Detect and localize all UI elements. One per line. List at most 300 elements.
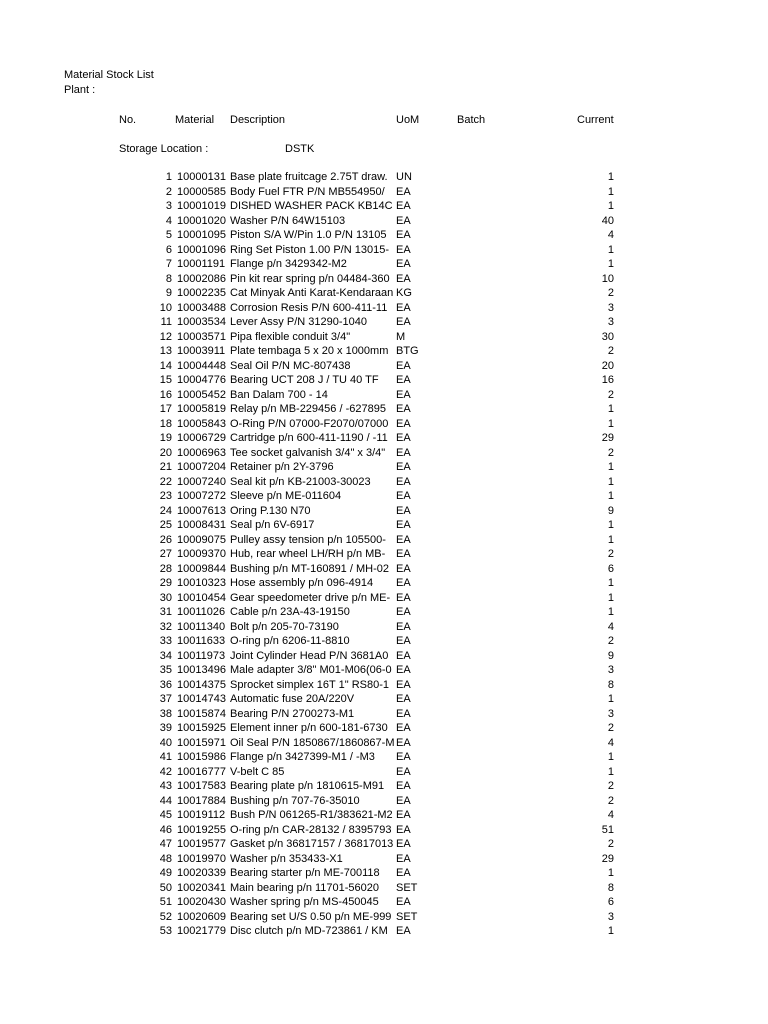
row-number: 36: [159, 678, 172, 691]
row-number: 49: [159, 867, 172, 879]
row-number: 51: [159, 896, 172, 908]
row-number: 15: [159, 374, 172, 386]
material-description: Element inner p/n 600-181-6730: [230, 722, 388, 734]
unit-of-measure: KG: [396, 287, 412, 299]
row-number: 46: [159, 823, 172, 836]
table-row: [0, 910, 768, 925]
table-row: [0, 707, 768, 722]
material-description: Washer P/N 64W15103: [230, 214, 346, 227]
row-number: 17: [159, 403, 172, 415]
material-description: Pulley assy tension p/n 105500-: [230, 533, 386, 546]
material-number: 10005452: [177, 388, 226, 401]
table-row: [0, 489, 768, 504]
table-row: [0, 417, 768, 432]
table-row: [0, 678, 768, 693]
material-number: 10017884: [177, 794, 226, 807]
plant-label: Plant :: [64, 84, 96, 96]
material-description: Bearing plate p/n 1810615-M91: [230, 780, 385, 792]
unit-of-measure: EA: [396, 577, 411, 589]
table-row: [0, 605, 768, 620]
row-number: 23: [159, 490, 172, 502]
table-row: [0, 460, 768, 475]
material-number: 10003911: [177, 345, 226, 357]
storage-location-label: Storage Location :: [119, 143, 209, 155]
current-quantity: 2: [607, 635, 614, 647]
unit-of-measure: SET: [396, 910, 418, 923]
unit-of-measure: EA: [396, 664, 411, 676]
row-number: 9: [165, 287, 172, 299]
material-description: O-Ring P/N 07000-F2070/07000: [230, 417, 389, 430]
unit-of-measure: EA: [396, 272, 411, 285]
unit-of-measure: EA: [396, 693, 411, 705]
material-number: 10007613: [177, 504, 226, 517]
unit-of-measure: EA: [396, 417, 411, 430]
material-description: Piston S/A W/Pin 1.0 P/N 13105: [230, 229, 387, 241]
table-row: [0, 257, 768, 272]
current-quantity: 30: [601, 330, 614, 343]
table-row: [0, 823, 768, 838]
unit-of-measure: EA: [396, 403, 411, 415]
unit-of-measure: EA: [396, 635, 411, 647]
row-number: 14: [159, 359, 172, 372]
current-quantity: 1: [607, 577, 614, 589]
table-row: [0, 895, 768, 910]
table-row: [0, 199, 768, 214]
material-number: 10005819: [177, 403, 226, 415]
material-description: Oring P.130 N70: [230, 504, 311, 517]
row-number: 18: [159, 417, 172, 430]
unit-of-measure: EA: [396, 751, 411, 763]
material-description: Bolt p/n 205-70-73190: [230, 620, 339, 633]
row-number: 29: [159, 577, 172, 589]
column-header-description: Description: [230, 114, 286, 126]
unit-of-measure: EA: [396, 533, 411, 546]
row-number: 38: [159, 707, 172, 720]
unit-of-measure: EA: [396, 678, 411, 691]
material-description: Cat Minyak Anti Karat-Kendaraan: [230, 287, 394, 299]
row-number: 31: [159, 606, 172, 618]
material-number: 10006729: [177, 432, 226, 444]
table-row: [0, 243, 768, 258]
material-description: Flange p/n 3429342-M2: [230, 258, 347, 270]
current-quantity: 1: [607, 925, 614, 937]
unit-of-measure: EA: [396, 446, 411, 459]
table-row: [0, 591, 768, 606]
current-quantity: 1: [607, 519, 614, 531]
row-number: 12: [159, 330, 172, 343]
current-quantity: 1: [607, 867, 614, 879]
material-description: O-ring p/n CAR-28132 / 8395793: [230, 823, 392, 836]
current-quantity: 4: [607, 736, 614, 749]
unit-of-measure: EA: [396, 736, 411, 749]
row-number: 37: [159, 693, 172, 705]
current-quantity: 1: [607, 475, 614, 488]
material-number: 10007204: [177, 461, 226, 473]
unit-of-measure: EA: [396, 243, 411, 256]
material-description: Lever Assy P/N 31290-1040: [230, 316, 367, 328]
material-description: Body Fuel FTR P/N MB554950/: [230, 185, 385, 198]
row-number: 6: [165, 243, 172, 256]
material-description: Hub, rear wheel LH/RH p/n MB-: [230, 548, 386, 560]
unit-of-measure: EA: [396, 794, 411, 807]
table-row: [0, 663, 768, 678]
unit-of-measure: EA: [396, 620, 411, 633]
current-quantity: 3: [607, 707, 614, 720]
row-number: 30: [159, 591, 172, 604]
material-number: 10000131: [177, 171, 226, 183]
row-number: 32: [159, 620, 172, 633]
current-quantity: 1: [607, 533, 614, 546]
unit-of-measure: EA: [396, 388, 411, 401]
table-row: [0, 170, 768, 185]
row-number: 40: [159, 736, 172, 749]
table-row: [0, 504, 768, 519]
row-number: 7: [165, 258, 172, 270]
material-description: Sleeve p/n ME-011604: [230, 490, 342, 502]
table-row: [0, 649, 768, 664]
current-quantity: 8: [607, 881, 614, 894]
table-row: [0, 446, 768, 461]
material-description: Disc clutch p/n MD-723861 / KM: [230, 925, 388, 937]
unit-of-measure: EA: [396, 519, 411, 531]
table-row: [0, 576, 768, 591]
material-description: Ban Dalam 700 - 14: [230, 388, 328, 401]
current-quantity: 51: [601, 823, 614, 836]
row-number: 50: [159, 881, 172, 894]
material-description: Bushing p/n 707-76-35010: [230, 794, 360, 807]
material-number: 10015925: [177, 722, 226, 734]
table-row: [0, 547, 768, 562]
row-number: 4: [165, 214, 172, 227]
current-quantity: 1: [607, 751, 614, 763]
row-number: 52: [159, 910, 172, 923]
row-number: 21: [159, 461, 172, 473]
current-quantity: 8: [607, 678, 614, 691]
current-quantity: 2: [607, 287, 614, 299]
material-number: 10019970: [177, 852, 226, 865]
table-row: [0, 794, 768, 809]
unit-of-measure: EA: [396, 548, 411, 560]
current-quantity: 10: [601, 272, 614, 285]
material-description: Washer p/n 353433-X1: [230, 852, 343, 865]
material-description: Gasket p/n 36817157 / 36817013: [230, 838, 394, 850]
material-number: 10010323: [177, 577, 226, 589]
current-quantity: 2: [607, 548, 614, 560]
row-number: 28: [159, 562, 172, 575]
row-number: 13: [159, 345, 172, 357]
material-number: 10001020: [177, 214, 226, 227]
current-quantity: 4: [607, 229, 614, 241]
unit-of-measure: EA: [396, 316, 411, 328]
table-row: [0, 388, 768, 403]
material-description: Relay p/n MB-229456 / -627895: [230, 403, 386, 415]
row-number: 22: [159, 475, 172, 488]
unit-of-measure: EA: [396, 475, 411, 488]
row-number: 35: [159, 664, 172, 676]
material-number: 10002086: [177, 272, 226, 285]
table-row: [0, 301, 768, 316]
current-quantity: 3: [607, 664, 614, 676]
material-description: Bearing starter p/n ME-700118: [230, 867, 380, 879]
material-description: V-belt C 85: [230, 765, 285, 778]
table-row: [0, 228, 768, 243]
current-quantity: 1: [607, 765, 614, 778]
unit-of-measure: EA: [396, 649, 411, 662]
current-quantity: 1: [607, 258, 614, 270]
table-row: [0, 721, 768, 736]
unit-of-measure: EA: [396, 359, 411, 372]
material-description: Joint Cylinder Head P/N 3681A0: [230, 649, 389, 662]
row-number: 41: [159, 751, 172, 763]
table-row: [0, 620, 768, 635]
unit-of-measure: EA: [396, 707, 411, 720]
material-number: 10014743: [177, 693, 226, 705]
material-number: 10004776: [177, 374, 226, 386]
material-number: 10014375: [177, 678, 226, 691]
material-description: Base plate fruitcage 2.75T draw.: [230, 171, 388, 183]
table-row: [0, 881, 768, 896]
material-number: 10001096: [177, 243, 226, 256]
material-description: Cartridge p/n 600-411-1190 / -11: [230, 432, 388, 444]
row-number: 42: [159, 765, 172, 778]
material-description: Seal Oil P/N MC-807438: [230, 359, 351, 372]
current-quantity: 2: [607, 794, 614, 807]
current-quantity: 1: [607, 185, 614, 198]
current-quantity: 6: [607, 896, 614, 908]
material-description: O-ring p/n 6206-11-8810: [230, 635, 350, 647]
material-number: 10004448: [177, 359, 226, 372]
row-number: 1: [165, 171, 172, 183]
material-description: Oil Seal P/N 1850867/1860867-M: [230, 736, 395, 749]
material-number: 10020430: [177, 896, 226, 908]
current-quantity: 29: [601, 432, 614, 444]
row-number: 3: [165, 200, 172, 212]
unit-of-measure: EA: [396, 461, 411, 473]
column-header-current: Current: [577, 114, 614, 126]
material-number: 10003534: [177, 316, 226, 328]
material-number: 10015874: [177, 707, 226, 720]
unit-of-measure: EA: [396, 185, 411, 198]
current-quantity: 40: [601, 214, 614, 227]
unit-of-measure: EA: [396, 722, 411, 734]
material-description: Pin kit rear spring p/n 04484-360: [230, 272, 390, 285]
material-number: 10006963: [177, 446, 226, 459]
column-header-batch: Batch: [457, 114, 486, 126]
unit-of-measure: EA: [396, 504, 411, 517]
material-number: 10010454: [177, 591, 226, 604]
current-quantity: 2: [607, 388, 614, 401]
current-quantity: 3: [607, 316, 614, 328]
unit-of-measure: EA: [396, 229, 411, 241]
row-number: 53: [159, 925, 172, 937]
current-quantity: 1: [607, 403, 614, 415]
material-number: 10013496: [177, 664, 226, 676]
row-number: 39: [159, 722, 172, 734]
material-number: 10021779: [177, 925, 226, 937]
column-header-material: Material: [175, 114, 215, 126]
material-description: Seal p/n 6V-6917: [230, 519, 315, 531]
current-quantity: 2: [607, 838, 614, 850]
row-number: 43: [159, 780, 172, 792]
table-row: [0, 402, 768, 417]
material-description: Bush P/N 061265-R1/383621-M2: [230, 809, 393, 821]
unit-of-measure: EA: [396, 606, 411, 618]
table-row: [0, 286, 768, 301]
row-number: 27: [159, 548, 172, 560]
current-quantity: 3: [607, 301, 614, 314]
material-description: Pipa flexible conduit 3/4": [230, 330, 351, 343]
table-row: [0, 431, 768, 446]
row-number: 20: [159, 446, 172, 459]
current-quantity: 4: [607, 809, 614, 821]
unit-of-measure: EA: [396, 591, 411, 604]
unit-of-measure: BTG: [396, 345, 419, 357]
material-number: 10016777: [177, 765, 226, 778]
current-quantity: 20: [601, 359, 614, 372]
material-number: 10019255: [177, 823, 226, 836]
material-description: Tee socket galvanish 3/4" x 3/4": [230, 446, 386, 459]
material-number: 10002235: [177, 287, 226, 299]
table-row: [0, 330, 768, 345]
material-number: 10007240: [177, 475, 226, 488]
row-number: 34: [159, 649, 172, 662]
row-number: 47: [159, 838, 172, 850]
material-description: Bushing p/n MT-160891 / MH-02: [230, 562, 389, 575]
material-description: Gear speedometer drive p/n ME-: [230, 591, 391, 604]
column-header-no: No.: [119, 114, 137, 126]
current-quantity: 9: [607, 649, 614, 662]
material-number: 10017583: [177, 780, 226, 792]
material-number: 10011633: [177, 635, 226, 647]
current-quantity: 1: [607, 606, 614, 618]
row-number: 19: [159, 432, 172, 444]
material-number: 10001191: [177, 258, 226, 270]
table-row: [0, 837, 768, 852]
material-number: 10009844: [177, 562, 226, 575]
material-description: Automatic fuse 20A/220V: [230, 693, 355, 705]
row-number: 24: [159, 504, 172, 517]
storage-location-value: DSTK: [285, 143, 315, 155]
unit-of-measure: EA: [396, 925, 411, 937]
unit-of-measure: EA: [396, 809, 411, 821]
current-quantity: 1: [607, 490, 614, 502]
current-quantity: 9: [607, 504, 614, 517]
material-description: Seal kit p/n KB-21003-30023: [230, 475, 371, 488]
row-number: 5: [165, 229, 172, 241]
current-quantity: 1: [607, 591, 614, 604]
material-number: 10019112: [177, 809, 226, 821]
unit-of-measure: EA: [396, 562, 411, 575]
material-number: 10020339: [177, 867, 226, 879]
table-row: [0, 185, 768, 200]
unit-of-measure: EA: [396, 490, 411, 502]
material-number: 10020341: [177, 881, 226, 894]
material-number: 10015986: [177, 751, 226, 763]
unit-of-measure: EA: [396, 867, 411, 879]
current-quantity: 2: [607, 780, 614, 792]
row-number: 8: [165, 272, 172, 285]
unit-of-measure: EA: [396, 200, 411, 212]
table-row: [0, 779, 768, 794]
row-number: 33: [159, 635, 172, 647]
current-quantity: 2: [607, 345, 614, 357]
material-description: Flange p/n 3427399-M1 / -M3: [230, 751, 375, 763]
material-number: 10011973: [177, 649, 226, 662]
material-number: 10000585: [177, 185, 226, 198]
row-number: 45: [159, 809, 172, 821]
current-quantity: 2: [607, 446, 614, 459]
unit-of-measure: EA: [396, 258, 411, 270]
current-quantity: 1: [607, 693, 614, 705]
unit-of-measure: EA: [396, 852, 411, 865]
material-description: DISHED WASHER PACK KB14C: [230, 200, 393, 212]
material-description: Ring Set Piston 1.00 P/N 13015-: [230, 243, 389, 256]
material-description: Sprocket simplex 16T 1" RS80-1: [230, 678, 389, 691]
current-quantity: 1: [607, 417, 614, 430]
material-number: 10020609: [177, 910, 226, 923]
material-description: Plate tembaga 5 x 20 x 1000mm: [230, 345, 389, 357]
material-number: 10005843: [177, 417, 226, 430]
material-description: Bearing set U/S 0.50 p/n ME-999: [230, 910, 392, 923]
unit-of-measure: EA: [396, 301, 411, 314]
current-quantity: 3: [607, 910, 614, 923]
table-row: [0, 359, 768, 374]
unit-of-measure: EA: [396, 780, 411, 792]
current-quantity: 6: [607, 562, 614, 575]
material-description: Corrosion Resis P/N 600-411-11: [230, 301, 388, 314]
material-number: 10001095: [177, 229, 226, 241]
material-description: Cable p/n 23A-43-19150: [230, 606, 350, 618]
row-number: 2: [165, 185, 172, 198]
row-number: 26: [159, 533, 172, 546]
table-row: [0, 634, 768, 649]
row-number: 44: [159, 794, 172, 807]
material-number: 10003571: [177, 330, 226, 343]
row-number: 16: [159, 388, 172, 401]
current-quantity: 1: [607, 200, 614, 212]
material-description: Bearing P/N 2700273-M1: [230, 707, 355, 720]
table-row: [0, 518, 768, 533]
current-quantity: 1: [607, 243, 614, 256]
material-number: 10001019: [177, 200, 226, 212]
table-row: [0, 214, 768, 229]
unit-of-measure: SET: [396, 881, 418, 894]
current-quantity: 1: [607, 171, 614, 183]
material-number: 10009075: [177, 533, 226, 546]
unit-of-measure: EA: [396, 214, 411, 227]
current-quantity: 1: [607, 461, 614, 473]
material-number: 10007272: [177, 490, 226, 502]
table-row: [0, 344, 768, 359]
table-row: [0, 562, 768, 577]
unit-of-measure: EA: [396, 896, 411, 908]
row-number: 25: [159, 519, 172, 531]
current-quantity: 2: [607, 722, 614, 734]
current-quantity: 29: [601, 852, 614, 865]
unit-of-measure: EA: [396, 765, 411, 778]
current-quantity: 4: [607, 620, 614, 633]
report-title: Material Stock List: [64, 69, 154, 81]
unit-of-measure: EA: [396, 838, 411, 850]
table-row: [0, 533, 768, 548]
material-description: Male adapter 3/8" M01-M06(06-0: [230, 664, 392, 676]
stock-table-body: [0, 170, 768, 939]
table-row: [0, 924, 768, 939]
material-number: 10011340: [177, 620, 226, 633]
table-row: [0, 750, 768, 765]
column-header-uom: UoM: [396, 114, 420, 126]
unit-of-measure: M: [396, 330, 406, 343]
